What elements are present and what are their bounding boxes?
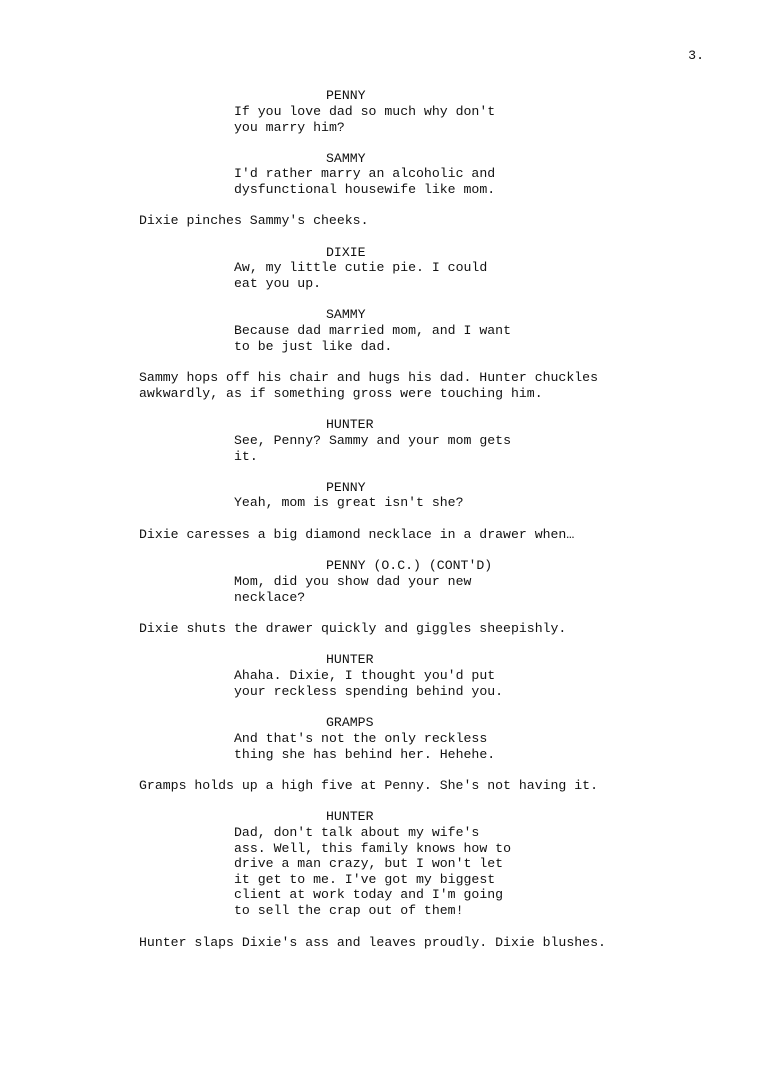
character-cue: PENNY [326,88,366,103]
dialogue: Aw, my little cutie pie. I could eat you up. [234,260,488,291]
page-number: 3. [688,48,704,63]
character-cue: GRAMPS [326,715,374,730]
character-cue: HUNTER [326,417,374,432]
dialogue: Because dad married mom, and I want to be just like dad. [234,323,511,354]
character-cue: HUNTER [326,809,374,824]
dialogue: Mom, did you show dad your new necklace? [234,574,472,605]
action-line: Dixie caresses a big diamond necklace in a drawer when… [139,527,575,542]
character-cue: SAMMY [326,151,366,166]
action-line: Dixie pinches Sammy's cheeks. [139,213,369,228]
dialogue: I'd rather marry an alcoholic and dysfunctional housewife like mom. [234,166,496,197]
character-cue: PENNY (O.C.) (CONT'D) [326,558,493,573]
action-line: Gramps holds up a high five at Penny. She's not having it. [139,778,598,793]
action-line: Dixie shuts the drawer quickly and giggles sheepishly. [139,621,567,636]
character-cue: PENNY [326,480,366,495]
dialogue: Yeah, mom is great isn't she? [234,495,464,510]
dialogue: Ahaha. Dixie, I thought you'd put your reckless spending behind you. [234,668,504,699]
character-cue: DIXIE [326,245,366,260]
action-line: Hunter slaps Dixie's ass and leaves proudly. Dixie blushes. [139,935,606,950]
dialogue: If you love dad so much why don't you marry him? [234,104,496,135]
action-line: Sammy hops off his chair and hugs his dad. Hunter chuckles awkwardly, as if something gross were touching him. [139,370,598,401]
dialogue: And that's not the only reckless thing she has behind her. Hehehe. [234,731,496,762]
character-cue: HUNTER [326,652,374,667]
dialogue: Dad, don't talk about my wife's ass. Well, this family knows how to drive a man crazy, but I won't let it get to me. I've got my biggest client at work today and I'm going to sell the crap out of them! [234,825,511,918]
dialogue: See, Penny? Sammy and your mom gets it. [234,433,511,464]
character-cue: SAMMY [326,307,366,322]
